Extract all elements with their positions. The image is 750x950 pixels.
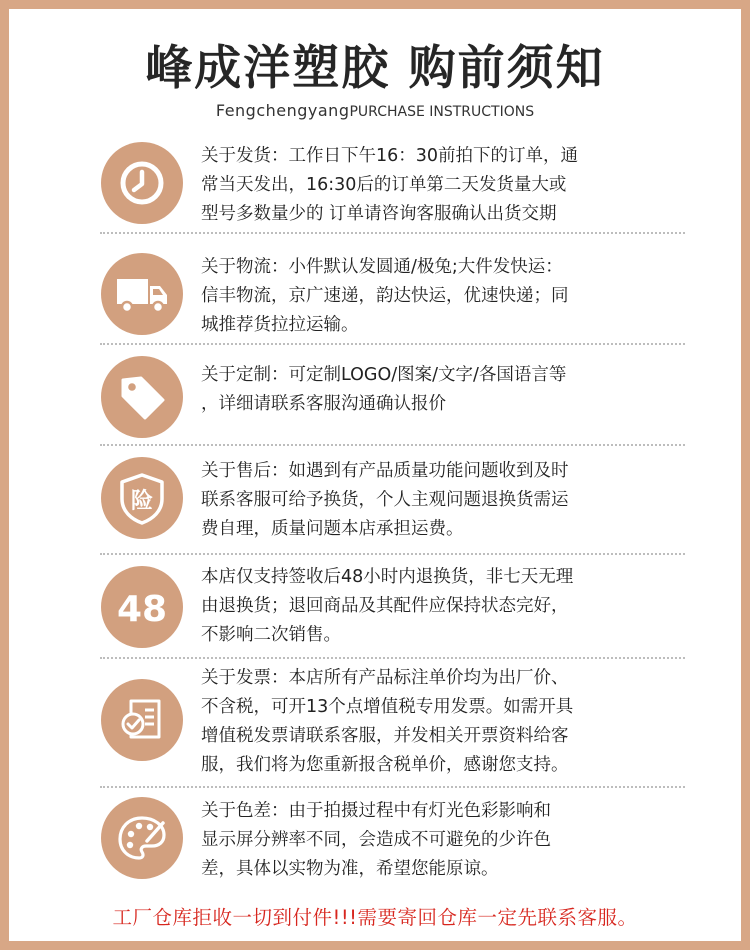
text-line: 关于发货：工作日下午16：30前拍下的订单，通 xyxy=(201,146,579,166)
text-line: 不含税，可开13个点增值税专用发票。如需开具 xyxy=(201,697,574,717)
insurance-label: 险 xyxy=(130,489,154,514)
section-text xyxy=(201,457,661,544)
48-hours-label: 48 xyxy=(116,589,168,630)
palette-icon xyxy=(101,797,183,879)
section-divider xyxy=(100,553,685,555)
text-line: 信丰物流，京广速递，韵达快运，优速快递；同 xyxy=(201,286,569,306)
section-divider xyxy=(100,786,685,788)
section-text xyxy=(201,142,661,229)
footer-notice: 工厂仓库拒收一切到付件!!!需要寄回仓库一定先联系客服。 xyxy=(112,906,638,929)
text-line: 由退换货；退回商品及其配件应保持状态完好， xyxy=(201,596,569,616)
section-divider xyxy=(100,232,685,234)
text-line: 关于定制：可定制LOGO/图案/文字/各国语言等 xyxy=(201,365,567,385)
text-line: 关于色差：由于拍摄过程中有灯光色彩影响和 xyxy=(201,801,551,821)
subtitle-english: PURCHASE INSTRUCTIONS xyxy=(349,104,535,120)
text-line: 关于物流：小件默认发圆通/极兔;大件发快运： xyxy=(201,257,563,277)
section-text xyxy=(201,563,661,650)
text-line: 常当天发出，16:30后的订单第二天发货量大或 xyxy=(201,175,567,195)
section-text xyxy=(201,797,661,884)
subtitle-brand: Fengchengyang xyxy=(215,101,350,120)
section-divider xyxy=(100,444,685,446)
delivery-truck-icon xyxy=(101,253,183,335)
text-line: 型号多数量少的 订单请咨询客服确认出货交期 xyxy=(201,204,557,224)
text-line: ，详细请联系客服沟通确认报价 xyxy=(201,394,446,414)
section-divider xyxy=(100,343,685,345)
text-line: 关于发票：本店所有产品标注单价均为出厂价、 xyxy=(201,668,569,688)
48-hours-icon xyxy=(101,566,183,648)
text-line: 显示屏分辨率不同，会造成不可避免的少许色 xyxy=(201,830,551,850)
text-line: 联系客服可给予换货，个人主观问题退换货需运 xyxy=(201,490,569,510)
text-line: 不影响二次销售。 xyxy=(201,625,341,645)
text-line: 差，具体以实物为准，希望您能原谅。 xyxy=(201,859,499,879)
insurance-shield-icon xyxy=(101,457,183,539)
text-line: 服，我们将为您重新报含税单价，感谢您支持。 xyxy=(201,755,569,775)
text-line: 城推荐货拉拉运输。 xyxy=(201,315,359,335)
section-divider xyxy=(100,657,685,659)
price-tag-icon xyxy=(101,356,183,438)
section-text xyxy=(201,664,661,780)
section-text xyxy=(201,361,661,419)
text-line: 本店仅支持签收后48小时内退换货，非七天无理 xyxy=(201,567,574,587)
text-line: 关于售后：如遇到有产品质量功能问题收到及时 xyxy=(201,461,569,481)
text-line: 费自理，质量问题本店承担运费。 xyxy=(201,519,464,539)
invoice-document-icon xyxy=(101,679,183,761)
section-text xyxy=(201,253,661,340)
page-subtitle xyxy=(9,101,741,120)
page-title: 峰成洋塑胶 购前须知 xyxy=(145,41,605,96)
text-line: 增值税发票请联系客服，并发相关开票资料给客 xyxy=(201,726,569,746)
clock-icon xyxy=(101,142,183,224)
